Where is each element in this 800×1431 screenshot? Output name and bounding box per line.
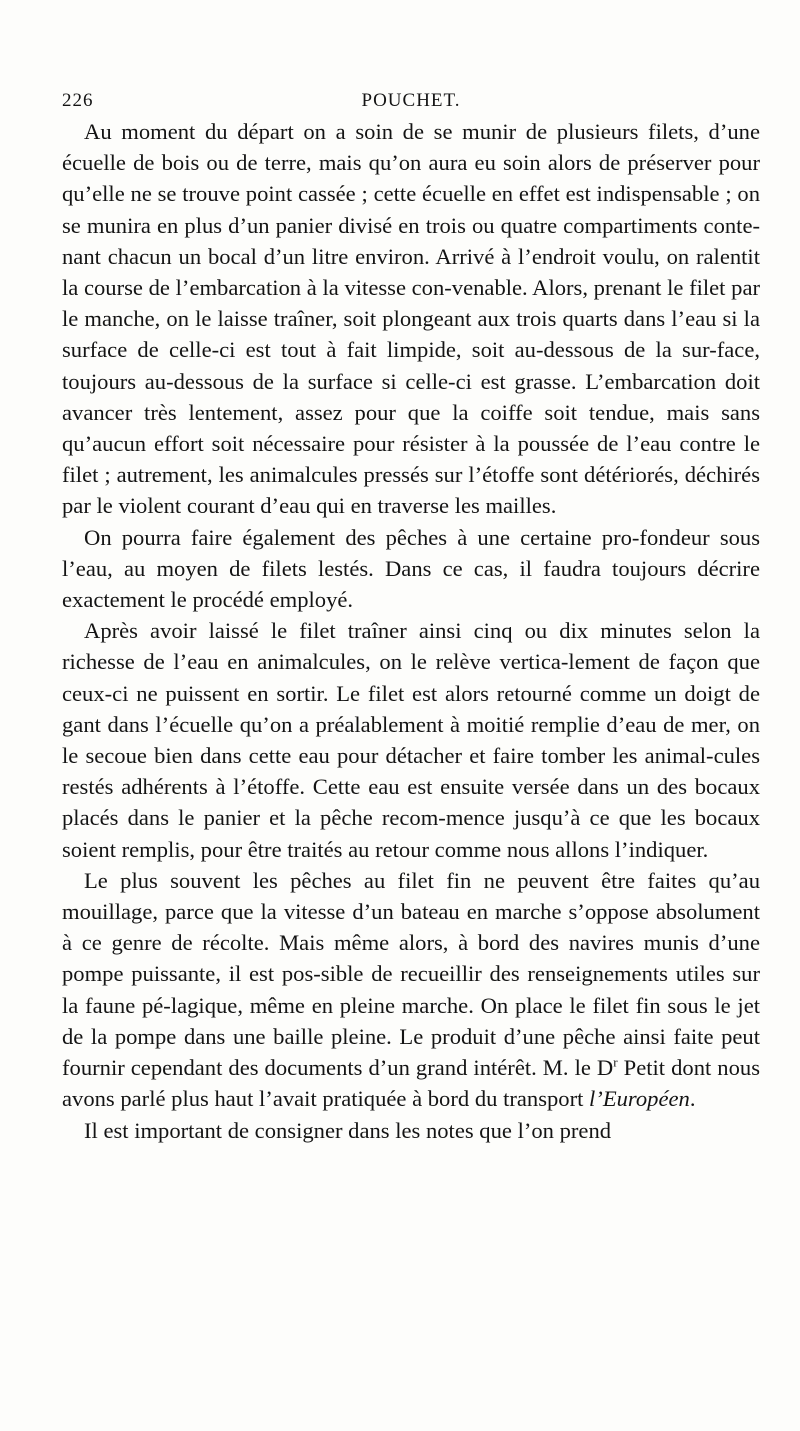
running-title: POUCHET. — [361, 90, 461, 111]
page-number: 226 — [62, 90, 94, 111]
paragraph-1: Au moment du départ on a soin de se munir de plusieurs filets, d’une écuelle de bois ou de terre, mais qu’on aura eu soin alors de préserver pour qu’elle ne se trouve point cassée ; cette écuelle en effet est indispensable ; on se munira en plus d’un panier divisé en trois ou quatre compartiments conte-nant chacun un bocal d’un litre environ. Arrivé à l’endroit voulu, on ralentit la course de l’embarcation à la vitesse con-venable. Alors, prenant le filet par le manche, on le laisse traîner, soit plongeant aux trois quarts dans l’eau si la surface de celle-ci est tout à fait limpide, soit au-dessous de la sur-face, toujours au-dessous de la surface si celle-ci est grasse. L’embarcation doit avancer très lentement, assez pour que la coiffe soit tendue, mais sans qu’aucun effort soit nécessaire pour résister à la poussée de l’eau contre le filet ; autrement, les animalcules pressés sur l’étoffe sont détériorés, déchirés par le violent courant d’eau qui en traverse les mailles. — [62, 119, 760, 519]
body-text — [62, 116, 760, 1146]
paragraph-4-text-before: Le plus souvent les pêches au filet fin ne peuvent être faites qu’au mouillage, parce que la vitesse d’un bateau en marche s’oppose absolument à ce genre de récolte. Mais même alors, à bord des navires munis d’une pompe puissante, il est pos-sible de recueillir des renseignements utiles sur la faune pé-lagique, même en pleine marche. On place le filet fin sous le jet de la pompe dans une baille pleine. Le produit d’une pêche ainsi faite peut fournir cependant des documents d’un grand intérêt. M. le D — [62, 867, 760, 1081]
paragraph-2: On pourra faire également des pêches à une certaine pro-fondeur sous l’eau, au moyen de filets lestés. Dans ce cas, il faudra toujours décrire exactement le procédé employé. — [62, 524, 760, 613]
paragraph-4-text-after: . — [689, 1086, 696, 1112]
running-head — [62, 82, 760, 116]
paragraph-3: Après avoir laissé le filet traîner ainsi cinq ou dix minutes selon la richesse de l’eau en animalcules, on le relève vertica-lement de façon que ceux-ci ne puissent en sortir. Le filet est alors retourné comme un doigt de gant dans l’écuelle qu’on a préalablement à moitié remplie d’eau de mer, on le secoue bien dans cette eau pour détacher et faire tomber les animal-cules restés adhérents à l’étoffe. Cette eau est ensuite versée dans un des bocaux placés dans le panier et la pêche recom-mence jusqu’à ce que les bocaux soient remplis, pour être traités au retour comme nous allons l’indiquer. — [62, 618, 760, 862]
doctor-abbrev-superscript: r — [613, 1054, 618, 1070]
ship-name: l’Européen — [589, 1086, 690, 1112]
paragraph-4 — [62, 865, 760, 1115]
paragraph-4-text-middle: Petit dont nous avons parlé plus haut l’avait pratiquée à bord du transport — [62, 1055, 760, 1112]
paragraph-5: Il est important de consigner dans les notes que l’on prend — [84, 1117, 612, 1143]
